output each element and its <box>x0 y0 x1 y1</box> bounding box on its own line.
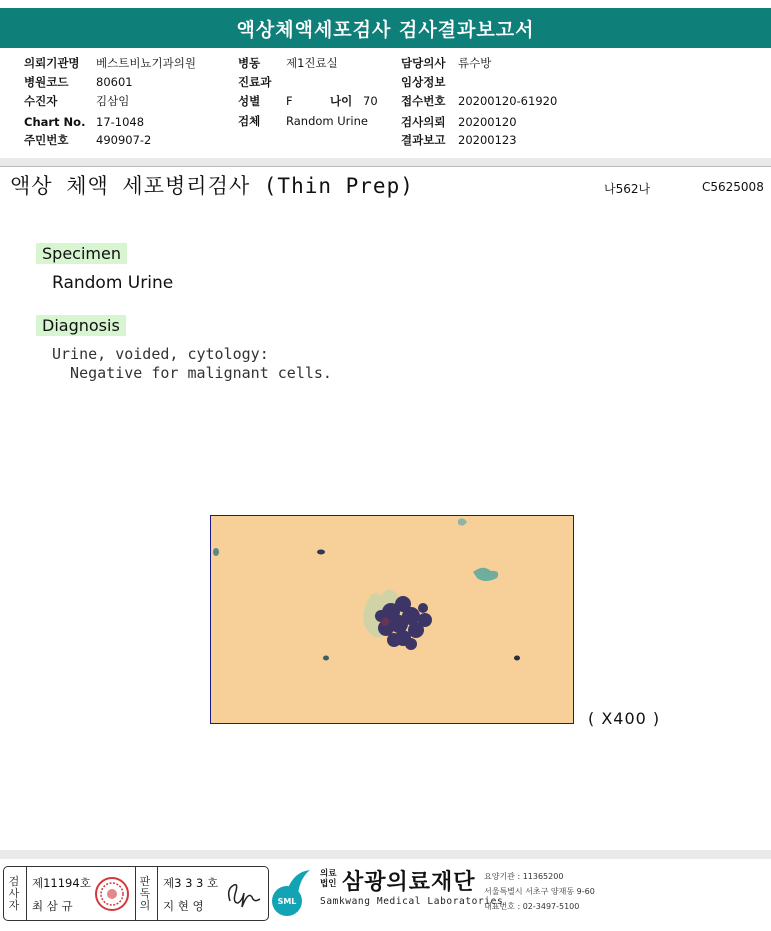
info-row: 주민번호 490907-2 <box>24 133 152 147</box>
age-value: 70 <box>363 94 378 108</box>
logo-badge: SML <box>272 886 302 916</box>
pathologist-license-no: 제3 3 3 호 <box>163 876 219 890</box>
info-row: 결과보고 20200123 <box>401 133 517 147</box>
examiner-label: 검 사 자 <box>8 875 20 912</box>
examiner-license-no: 제11194호 <box>32 876 91 890</box>
info-row: 검사의뢰 20200120 <box>401 115 517 129</box>
exam-code: 나562나 <box>604 182 651 196</box>
examiner-name: 최 삼 규 <box>32 899 73 913</box>
info-row: 검체 Random Urine <box>238 114 368 128</box>
diagnosis-line: Negative for malignant cells. <box>52 364 332 382</box>
organization-name-en: Samkwang Medical Laboratories <box>320 896 504 907</box>
info-row: 진료과 <box>238 75 272 89</box>
divider <box>135 867 136 920</box>
exam-title: 액상 체액 세포병리검사 (Thin Prep) <box>10 174 414 198</box>
examiner-seal-icon <box>94 876 130 912</box>
signature-box <box>3 866 269 921</box>
organization-phone: 대표번호 : 02-3497-5100 <box>484 902 580 911</box>
signature-icon <box>224 877 264 911</box>
age-label: 나이 <box>330 94 353 108</box>
divider <box>157 867 158 920</box>
info-row: 의뢰기관명 베스트비뇨기과의원 <box>24 56 196 70</box>
info-row: 성별 F 나이 70 <box>238 92 378 111</box>
cytology-micrograph <box>211 516 573 723</box>
info-row: 수진자 김삼임 <box>24 94 130 108</box>
organization-address: 서울특별시 서초구 양재동 9-60 <box>484 887 595 896</box>
specimen-heading: Specimen <box>36 243 127 264</box>
microscopy-image <box>210 515 574 724</box>
info-row: 접수번호 20200120-61920 <box>401 94 558 108</box>
info-row: 병동 제1진료실 <box>238 56 338 70</box>
header-divider-line <box>0 166 771 167</box>
corp-tag: 의료 법인 <box>320 869 337 889</box>
specimen-value: Random Urine <box>52 273 174 293</box>
info-row: Chart No. 17-1048 <box>24 115 145 129</box>
pathologist-name: 지 현 영 <box>163 899 204 913</box>
divider <box>26 867 27 920</box>
magnification-label: ( X400 ) <box>588 709 661 728</box>
institution-code: 요양기관 : 11365200 <box>484 872 564 881</box>
diagnosis-text <box>52 345 332 383</box>
info-row: 병원코드 80601 <box>24 75 133 89</box>
info-row: 임상정보 <box>401 75 446 89</box>
footer-divider-band <box>0 850 771 859</box>
exam-order-code: C5625008 <box>702 180 764 194</box>
info-row: 담당의사 류수방 <box>401 56 492 70</box>
diagnosis-heading: Diagnosis <box>36 315 126 336</box>
report-title: 액상체액세포검사 검사결과보고서 <box>0 8 771 48</box>
diagnosis-line: Urine, voided, cytology: <box>52 345 269 363</box>
pathologist-label: 판 독 의 <box>139 875 151 912</box>
organization-name: 삼광의료재단 <box>342 870 476 895</box>
